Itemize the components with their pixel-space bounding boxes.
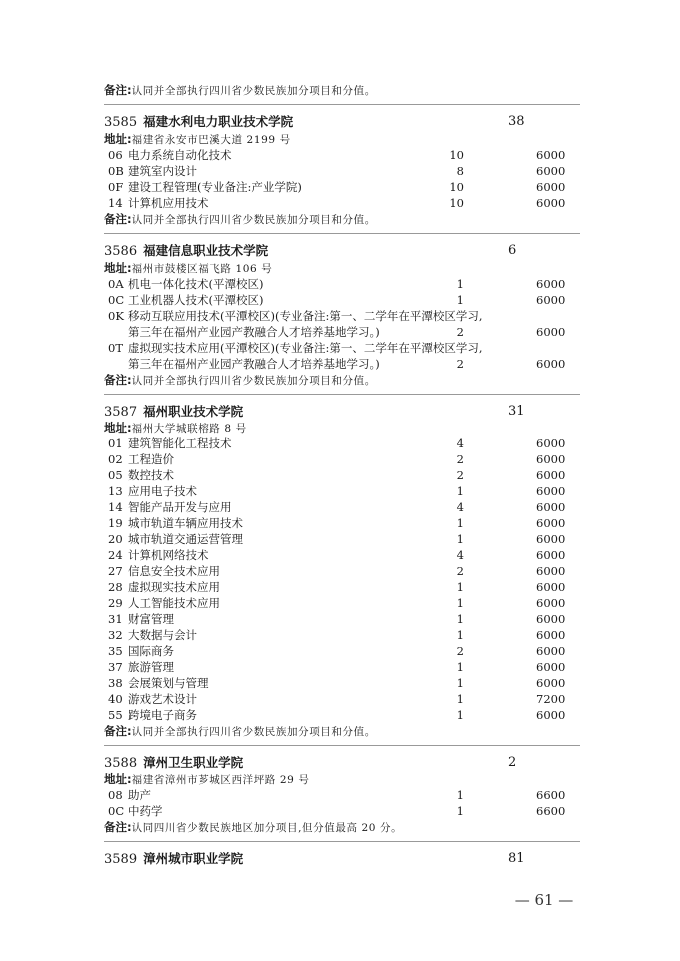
note-label: 备注: xyxy=(104,83,132,97)
institution-name: 福建信息职业技术学院 xyxy=(143,243,269,258)
program-quota: 10 xyxy=(449,148,464,162)
program-tuition: 6000 xyxy=(536,532,566,546)
institution-code: 3589 xyxy=(104,852,138,867)
program-name: 信息安全技术应用 xyxy=(128,564,220,578)
program-code: 13 xyxy=(108,484,123,498)
program-name: 数控技术 xyxy=(128,468,174,482)
program-tuition: 6000 xyxy=(536,277,566,291)
program-tuition: 6000 xyxy=(536,612,566,626)
program-tuition: 6000 xyxy=(536,164,566,178)
program-name: 计算机应用技术 xyxy=(128,196,209,210)
program-row xyxy=(104,276,584,292)
program-code: 55 xyxy=(108,708,123,722)
institution-count: 2 xyxy=(508,755,517,770)
institution-note xyxy=(104,819,584,835)
program-code: 0K xyxy=(108,309,124,323)
program-name: 工程造价 xyxy=(128,452,174,466)
note-text: 认同并全部执行四川省少数民族加分项目和分值。 xyxy=(131,214,376,226)
program-tuition: 6000 xyxy=(536,180,566,194)
program-code: 29 xyxy=(108,596,123,610)
program-tuition: 6000 xyxy=(536,357,566,371)
program-code: 35 xyxy=(108,644,123,658)
program-quota: 8 xyxy=(456,164,464,178)
note-text: 认同四川省少数民族地区加分项目,但分值最高 20 分。 xyxy=(131,822,403,834)
program-row xyxy=(104,435,584,451)
program-code: 20 xyxy=(108,532,123,546)
program-tuition: 6000 xyxy=(536,516,566,530)
section-divider xyxy=(104,104,580,105)
program-tuition: 6000 xyxy=(536,148,566,162)
program-code: 28 xyxy=(108,580,123,594)
institution-count: 31 xyxy=(508,404,525,419)
institution-name: 漳州城市职业学院 xyxy=(143,851,244,866)
program-quota: 1 xyxy=(456,804,464,818)
program-quota: 1 xyxy=(456,628,464,642)
program-code: 40 xyxy=(108,692,123,706)
program-tuition: 6000 xyxy=(536,580,566,594)
program-quota: 1 xyxy=(456,516,464,530)
program-row xyxy=(104,308,584,324)
program-name: 人工智能技术应用 xyxy=(128,596,220,610)
program-quota: 1 xyxy=(456,596,464,610)
program-quota: 10 xyxy=(449,180,464,194)
program-row xyxy=(104,195,584,211)
address-label: 地址: xyxy=(104,421,132,435)
program-code: 14 xyxy=(108,196,123,210)
program-code: 0F xyxy=(108,180,124,194)
program-quota: 1 xyxy=(456,676,464,690)
address-text: 福州市鼓楼区福飞路 106 号 xyxy=(131,263,273,275)
institution-count: 6 xyxy=(508,243,517,258)
program-code: 37 xyxy=(108,660,123,674)
program-quota: 1 xyxy=(456,293,464,307)
program-name-continued: 第三年在福州产业园产教融合人才培养基地学习。) xyxy=(128,357,380,371)
institution-address xyxy=(104,771,584,787)
address-text: 福建省漳州市芗城区西洋坪路 29 号 xyxy=(131,774,310,786)
address-label: 地址: xyxy=(104,261,132,275)
program-code: 19 xyxy=(108,516,123,530)
institution-header xyxy=(104,114,584,130)
program-name: 建筑室内设计 xyxy=(128,164,197,178)
program-name-continued: 第三年在福州产业园产教融合人才培养基地学习。) xyxy=(128,325,380,339)
program-row xyxy=(104,659,584,675)
address-label: 地址: xyxy=(104,132,132,146)
institution-code: 3585 xyxy=(104,115,138,130)
institution-name: 福州职业技术学院 xyxy=(143,404,244,419)
program-quota: 2 xyxy=(456,325,464,339)
program-name: 游戏艺术设计 xyxy=(128,692,197,706)
program-row xyxy=(104,340,584,356)
program-row xyxy=(104,147,584,163)
program-row-continuation xyxy=(104,324,584,340)
program-quota: 1 xyxy=(456,484,464,498)
program-row xyxy=(104,579,584,595)
institution-code: 3588 xyxy=(104,756,138,771)
top-note xyxy=(104,82,584,98)
program-name: 机电一体化技术(平潭校区) xyxy=(128,277,264,291)
program-quota: 4 xyxy=(456,500,464,514)
program-row xyxy=(104,483,584,499)
program-name: 财富管理 xyxy=(128,612,174,626)
program-tuition: 6000 xyxy=(536,548,566,562)
program-row xyxy=(104,467,584,483)
program-code: 02 xyxy=(108,452,123,466)
program-code: 0A xyxy=(108,277,124,291)
institution-note xyxy=(104,211,584,227)
program-code: 0B xyxy=(108,164,124,178)
note-label: 备注: xyxy=(104,820,132,834)
program-tuition: 6600 xyxy=(536,804,566,818)
section-divider xyxy=(104,841,580,842)
program-name: 跨境电子商务 xyxy=(128,708,197,722)
program-name: 城市轨道车辆应用技术 xyxy=(128,516,243,530)
program-code: 0C xyxy=(108,293,125,307)
program-name: 旅游管理 xyxy=(128,660,174,674)
institution-address xyxy=(104,131,584,147)
program-code: 32 xyxy=(108,628,123,642)
program-row-continuation xyxy=(104,356,584,372)
program-code: 31 xyxy=(108,612,123,626)
program-name: 计算机网络技术 xyxy=(128,548,209,562)
program-tuition: 6000 xyxy=(536,325,566,339)
institution-name: 福建水利电力职业技术学院 xyxy=(143,114,294,129)
program-name: 会展策划与管理 xyxy=(128,676,209,690)
program-row xyxy=(104,499,584,515)
program-row xyxy=(104,563,584,579)
institution-name: 漳州卫生职业学院 xyxy=(143,755,244,770)
institution-header xyxy=(104,243,584,259)
note-label: 备注: xyxy=(104,373,132,387)
program-name: 建设工程管理(专业备注:产业学院) xyxy=(128,180,302,194)
program-row xyxy=(104,292,584,308)
address-text: 福建省永安市巴溪大道 2199 号 xyxy=(131,134,291,146)
program-name: 大数据与会计 xyxy=(128,628,197,642)
program-row xyxy=(104,787,584,803)
institution-code: 3586 xyxy=(104,244,138,259)
program-code: 38 xyxy=(108,676,123,690)
program-quota: 1 xyxy=(456,532,464,546)
page-number: — 61 — xyxy=(514,891,574,909)
program-name: 虚拟现实技术应用(平潭校区)(专业备注:第一、二学年在平潭校区学习, xyxy=(128,341,483,355)
institution-note xyxy=(104,372,584,388)
program-tuition: 6000 xyxy=(536,708,566,722)
section-divider xyxy=(104,233,580,234)
program-tuition: 6600 xyxy=(536,788,566,802)
program-quota: 1 xyxy=(456,708,464,722)
program-tuition: 6000 xyxy=(536,436,566,450)
institution-header xyxy=(104,851,584,867)
program-row xyxy=(104,707,584,723)
program-quota: 1 xyxy=(456,612,464,626)
program-tuition: 6000 xyxy=(536,452,566,466)
program-quota: 4 xyxy=(456,548,464,562)
section-divider xyxy=(104,745,580,746)
program-row xyxy=(104,675,584,691)
program-quota: 10 xyxy=(449,196,464,210)
program-tuition: 6000 xyxy=(536,628,566,642)
program-row xyxy=(104,531,584,547)
institution-code: 3587 xyxy=(104,405,138,420)
note-text: 认同并全部执行四川省少数民族加分项目和分值。 xyxy=(131,85,376,97)
institution-header xyxy=(104,755,584,771)
program-name: 移动互联应用技术(平潭校区)(专业备注:第一、二学年在平潭校区学习, xyxy=(128,309,483,323)
program-quota: 4 xyxy=(456,436,464,450)
program-quota: 1 xyxy=(456,580,464,594)
program-code: 0T xyxy=(108,341,123,355)
program-code: 14 xyxy=(108,500,123,514)
institution-header xyxy=(104,404,584,420)
program-name: 建筑智能化工程技术 xyxy=(128,436,232,450)
note-label: 备注: xyxy=(104,212,132,226)
program-tuition: 6000 xyxy=(536,596,566,610)
program-tuition: 6000 xyxy=(536,196,566,210)
program-tuition: 6000 xyxy=(536,660,566,674)
program-code: 06 xyxy=(108,148,123,162)
program-tuition: 7200 xyxy=(536,692,566,706)
program-code: 01 xyxy=(108,436,123,450)
institution-address xyxy=(104,420,584,436)
program-name: 智能产品开发与应用 xyxy=(128,500,232,514)
program-name: 中药学 xyxy=(128,804,163,818)
program-quota: 2 xyxy=(456,452,464,466)
program-quota: 2 xyxy=(456,468,464,482)
program-tuition: 6000 xyxy=(536,644,566,658)
program-row xyxy=(104,803,584,819)
program-quota: 1 xyxy=(456,692,464,706)
program-row xyxy=(104,451,584,467)
institution-address xyxy=(104,260,584,276)
program-name: 虚拟现实技术应用 xyxy=(128,580,220,594)
program-quota: 2 xyxy=(456,564,464,578)
program-name: 助产 xyxy=(128,788,151,802)
program-quota: 1 xyxy=(456,277,464,291)
program-row xyxy=(104,163,584,179)
institution-count: 38 xyxy=(508,114,525,129)
program-row xyxy=(104,611,584,627)
program-name: 应用电子技术 xyxy=(128,484,197,498)
program-row xyxy=(104,691,584,707)
program-name: 电力系统自动化技术 xyxy=(128,148,232,162)
address-text: 福州大学城联榕路 8 号 xyxy=(131,423,247,435)
address-label: 地址: xyxy=(104,772,132,786)
program-name: 城市轨道交通运营管理 xyxy=(128,532,243,546)
program-row xyxy=(104,515,584,531)
section-divider xyxy=(104,394,580,395)
program-name: 国际商务 xyxy=(128,644,174,658)
program-row xyxy=(104,547,584,563)
program-row xyxy=(104,643,584,659)
institution-note xyxy=(104,723,584,739)
program-tuition: 6000 xyxy=(536,468,566,482)
program-row xyxy=(104,595,584,611)
program-code: 24 xyxy=(108,548,123,562)
program-quota: 1 xyxy=(456,660,464,674)
institution-count: 81 xyxy=(508,851,525,866)
note-text: 认同并全部执行四川省少数民族加分项目和分值。 xyxy=(131,375,376,387)
program-name: 工业机器人技术(平潭校区) xyxy=(128,293,264,307)
program-code: 05 xyxy=(108,468,123,482)
program-tuition: 6000 xyxy=(536,564,566,578)
program-quota: 1 xyxy=(456,788,464,802)
program-quota: 2 xyxy=(456,644,464,658)
program-row xyxy=(104,627,584,643)
program-quota: 2 xyxy=(456,357,464,371)
program-tuition: 6000 xyxy=(536,293,566,307)
program-code: 0C xyxy=(108,804,125,818)
program-code: 08 xyxy=(108,788,123,802)
program-tuition: 6000 xyxy=(536,484,566,498)
program-code: 27 xyxy=(108,564,123,578)
note-label: 备注: xyxy=(104,724,132,738)
program-row xyxy=(104,179,584,195)
program-tuition: 6000 xyxy=(536,500,566,514)
program-tuition: 6000 xyxy=(536,676,566,690)
note-text: 认同并全部执行四川省少数民族加分项目和分值。 xyxy=(131,726,376,738)
